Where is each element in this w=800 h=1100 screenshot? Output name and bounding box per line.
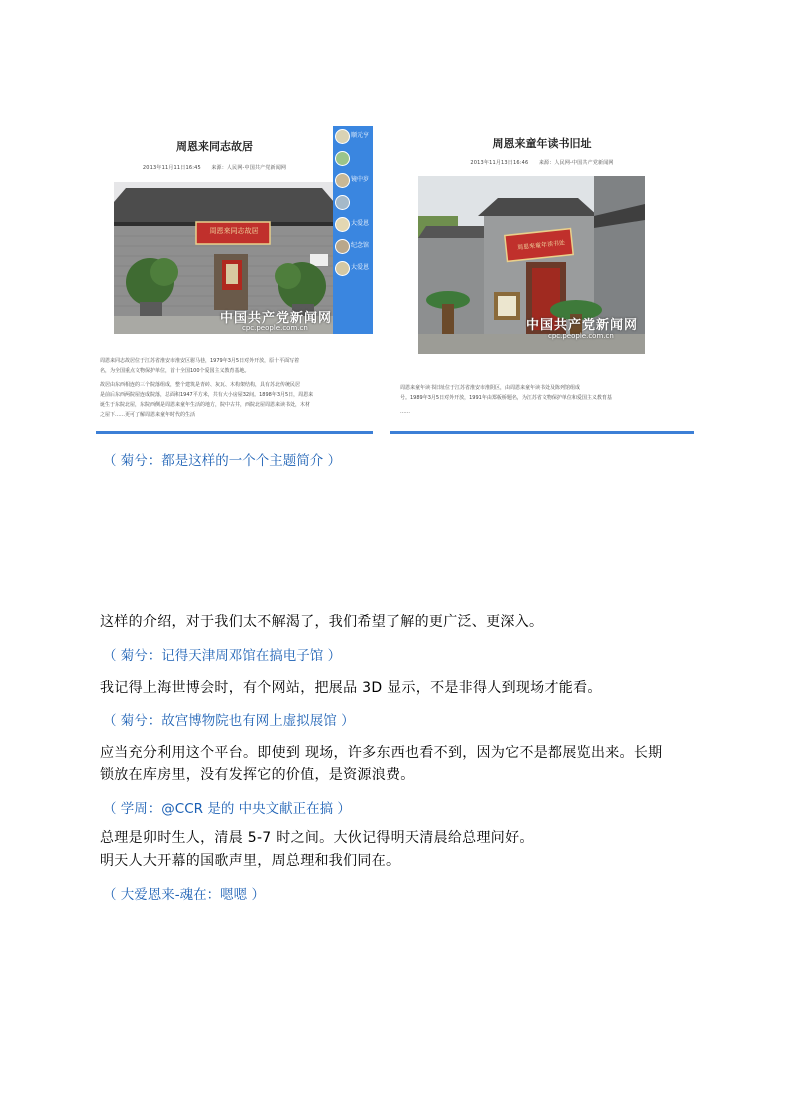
right-caption (400, 383, 690, 417)
right-watermark-url: cpc.people.com.cn (548, 332, 614, 340)
right-card-title: 周恩来童年读书旧址 (492, 137, 592, 150)
annotation-comment: （ 菊兮：故宫博物院也有网上虚拟展馆 ） (103, 713, 355, 729)
sidebar-item[interactable] (333, 258, 373, 280)
thumbnail-icon (335, 151, 350, 166)
thumbnail-icon (335, 129, 350, 144)
sidebar-item-label: 纪念馆 (351, 242, 370, 249)
body-paragraph: 总理是卯时生人，清晨 5-7 时之间。大伙记得明天清晨给总理问好。 (100, 830, 534, 846)
caption-line: 之屋下……更可了解周恩来童年时代的生活 (100, 412, 196, 418)
annotation-comment: （ 大爱恩来-魂在：嗯嗯 ） (103, 887, 265, 903)
sidebar-item[interactable] (333, 236, 373, 258)
sidebar-item-label: 镜中岁 (351, 176, 370, 183)
annotation-comment: （ 菊兮：都是这样的一个个主题简介 ） (103, 453, 342, 469)
sidebar-item-label: 大爱恩 (351, 220, 370, 227)
thumbnail-icon (335, 195, 350, 210)
body-paragraph: 我记得上海世博会时，有个网站，把展品 3D 显示，不是非得人到现场才能看。 (100, 680, 602, 696)
right-screenshot (390, 126, 694, 434)
body-paragraph: 明天人大开幕的国歌声里，周总理和我们同在。 (100, 853, 401, 869)
right-photo (418, 176, 645, 354)
left-caption (100, 356, 362, 420)
caption-line: 诞生于东院北屋，东院西侧是周恩来童年生活的地方，院中古井，西院北屋周恩来读书处，木材 (100, 402, 311, 408)
right-photo-sign: 周恩来童年读书处 (516, 239, 566, 252)
sidebar-item[interactable] (333, 192, 373, 214)
sidebar-item[interactable] (333, 148, 373, 170)
body-paragraph: 这样的介绍，对于我们太不解渴了，我们希望了解的更广泛、更深入。 (100, 614, 544, 630)
sidebar-item[interactable] (333, 126, 373, 148)
caption-line: 故居由东西相连的三个院落组成，整个建筑是青砖、灰瓦、木构架结构，具有苏北传统民居 (100, 382, 301, 388)
left-card-meta: 2013年11月11日16:45 来源：人民网-中国共产党新闻网 (142, 165, 287, 171)
thumbnail-icon (335, 261, 350, 276)
caption-line: …… (400, 409, 410, 415)
left-watermark-url: cpc.people.com.cn (242, 324, 308, 332)
body-paragraph: 锁放在库房里，没有发挥它的价值，是资源浪费。 (100, 767, 415, 783)
sidebar-item[interactable] (333, 214, 373, 236)
caption-line: 是前后东西两院屋连成院落，总面积1947平方米，共有大小房屋32间。1898年3月5日，周恩来 (100, 392, 314, 398)
right-watermark: 中国共产党新闻网 (526, 318, 639, 333)
left-sidebar (333, 126, 373, 334)
thumbnail-icon (335, 217, 350, 232)
caption-line: 周恩来童年读书旧址位于江苏省淮安市淮阴区，由周恩来童年读书处及陈列馆组成 (400, 385, 581, 391)
sidebar-item[interactable] (333, 170, 373, 192)
left-photo (114, 182, 334, 334)
caption-line: 周恩来同志故居位于江苏省淮安市淮安区驸马巷，1979年3月5日对外开放，原十平面写着 (100, 358, 300, 364)
sidebar-item-label: 顺元亨 (351, 132, 370, 139)
left-card-title: 周恩来同志故居 (176, 140, 253, 153)
body-paragraph: 应当充分利用这个平台。即使到 现场，许多东西也看不到，因为它不是都展览出来。长期 (100, 745, 663, 761)
right-bottom-bar (390, 431, 694, 434)
caption-line: 名，为全国重点文物保护单位，首十全国100个爱国主义教育基地。 (100, 368, 250, 374)
left-screenshot (96, 126, 373, 434)
left-watermark: 中国共产党新闻网 (220, 311, 333, 326)
thumbnail-icon (335, 239, 350, 254)
caption-line: 号。1989年3月5日对外开放，1991年由郑板桥题名，为江苏省文物保护单位和爱国主义教育基 (400, 395, 612, 401)
thumbnail-icon (335, 173, 350, 188)
left-bottom-bar (96, 431, 373, 434)
annotation-comment: （ 学周：@CCR 是的 中央文献正在搞 ） (103, 801, 351, 817)
left-photo-sign: 周恩来同志故居 (209, 227, 259, 235)
sidebar-item-label: 大爱恩 (351, 264, 370, 271)
annotation-comment: （ 菊兮：记得天津周邓馆在搞电子馆 ） (103, 648, 342, 664)
right-card-meta: 2013年11月13日16:46 来源：人民网-中国共产党新闻网 (470, 160, 614, 166)
